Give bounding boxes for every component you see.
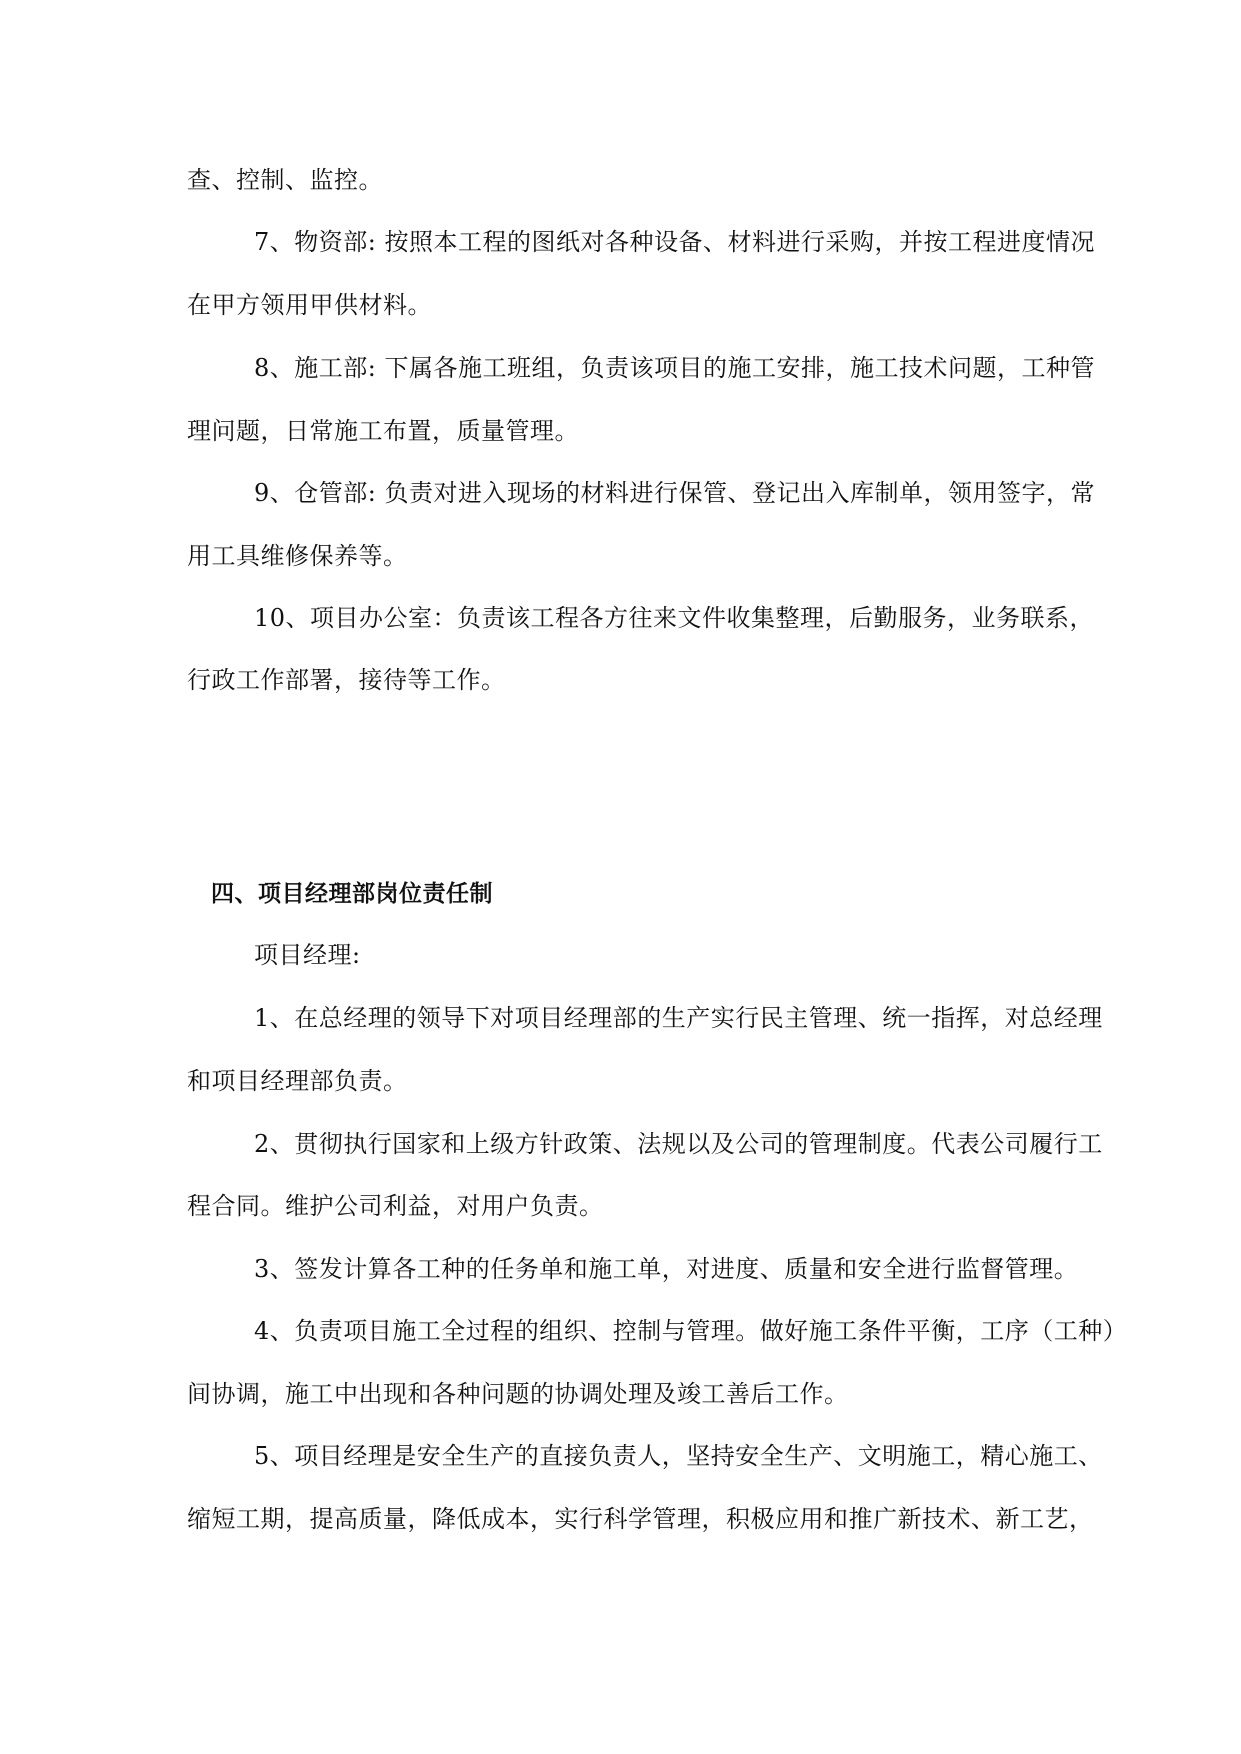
paragraph-line: 缩短工期，提高质量，降低成本，实行科学管理，积极应用和推广新技术、新工艺， [187, 1505, 1094, 1533]
paragraph-line: 9、仓管部: 负责对进入现场的材料进行保管、登记出入库制单，领用签字，常 [254, 479, 1095, 507]
paragraph-line: 4、负责项目施工全过程的组织、控制与管理。做好施工条件平衡，工序（工种） [254, 1317, 1128, 1345]
paragraph-line: 间协调，施工中出现和各种问题的协调处理及竣工善后工作。 [187, 1380, 849, 1408]
paragraph-line: 理问题，日常施工布置，质量管理。 [187, 417, 579, 445]
paragraph-line: 8、施工部: 下属各施工班组，负责该项目的施工安排，施工技术问题，工种管 [254, 354, 1095, 382]
paragraph-line: 查、控制、监控。 [187, 166, 383, 194]
paragraph-line: 3、签发计算各工种的任务单和施工单，对进度、质量和安全进行监督管理。 [254, 1255, 1079, 1283]
paragraph-line: 程合同。维护公司利益，对用户负责。 [187, 1192, 604, 1220]
paragraph-line: 1、在总经理的领导下对项目经理部的生产实行民主管理、统一指挥，对总经理 [254, 1004, 1103, 1032]
paragraph-line: 7、物资部: 按照本工程的图纸对各种设备、材料进行采购，并按工程进度情况 [254, 228, 1095, 256]
paragraph-line: 用工具维修保养等。 [187, 542, 408, 570]
paragraph-line: 和项目经理部负责。 [187, 1067, 408, 1095]
paragraph-line: 10、项目办公室：负责该工程各方往来文件收集整理，后勤服务，业务联系， [254, 604, 1095, 632]
paragraph-line: 2、贯彻执行国家和上级方针政策、法规以及公司的管理制度。代表公司履行工 [254, 1130, 1103, 1158]
paragraph-line: 在甲方领用甲供材料。 [187, 291, 432, 319]
paragraph-line: 行政工作部署，接待等工作。 [187, 666, 506, 694]
section-heading: 四、项目经理部岗位责任制 [211, 881, 493, 907]
paragraph-line: 5、项目经理是安全生产的直接负责人，坚持安全生产、文明施工，精心施工、 [254, 1442, 1103, 1470]
subheading: 项目经理: [254, 941, 361, 969]
